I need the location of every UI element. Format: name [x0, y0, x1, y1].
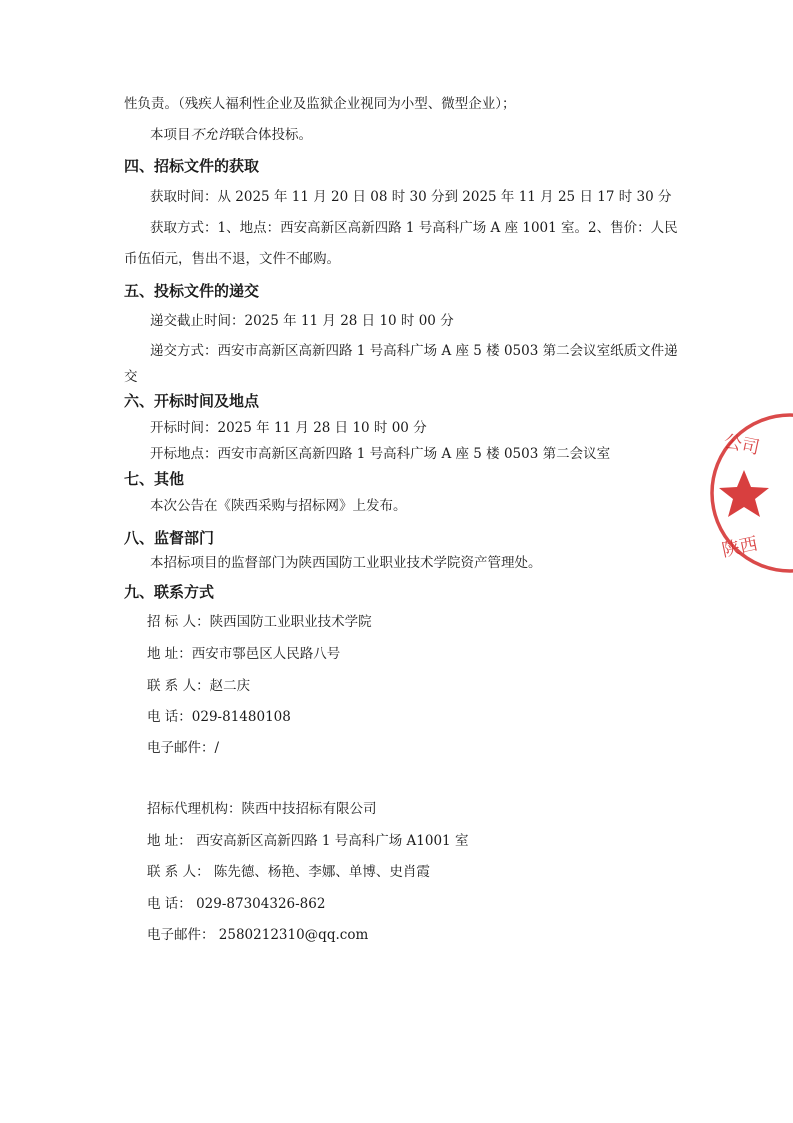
agency-name: 招标代理机构：陕西中技招标有限公司 [147, 801, 377, 817]
contact-email: 电子邮件：/ [147, 740, 220, 756]
contact-phone: 电 话：029-81480108 [147, 709, 291, 725]
submission-method: 递交方式：西安市高新区高新四路 1 号高科广场 A 座 5 楼 0503 第二会议室纸质文件递 [150, 343, 678, 359]
agency-address: 地 址： 西安高新区高新四路 1 号高科广场 A1001 室 [147, 833, 469, 849]
agency-email: 电子邮件： 2580212310@qq.com [147, 927, 369, 943]
paragraph-line: 性负责。（残疾人福利性企业及监狱企业视同为小型、微型企业）； [124, 96, 516, 112]
seal-text-top: 公司 [721, 430, 762, 459]
opening-place: 开标地点：西安市高新区高新四路 1 号高科广场 A 座 5 楼 0503 第二会议室 [150, 446, 611, 462]
submission-method-cont: 交 [124, 369, 138, 385]
supervision-text: 本招标项目的监督部门为陕西国防工业职业技术学院资产管理处。 [150, 555, 542, 571]
agency-phone: 电 话： 029-87304326-862 [147, 896, 326, 912]
consortium-suffix: 联合体投标。 [231, 127, 312, 143]
agency-contact: 联 系 人： 陈先德、杨艳、李娜、单博、史肖霞 [147, 864, 430, 880]
section-title: 四、招标文件的获取 [124, 157, 260, 175]
consortium-prefix: 本项目 [150, 127, 191, 143]
consortium-sentence [150, 125, 312, 145]
consortium-value: 不允许 [190, 127, 231, 143]
acquisition-method: 获取方式：1、地点：西安高新区高新四路 1 号高科广场 A 座 1001 室。2、售价：人民 [150, 220, 678, 236]
opening-time: 开标时间：2025 年 11 月 28 日 10 时 00 分 [150, 420, 427, 436]
company-seal-stamp [700, 408, 793, 578]
contact-tenderer: 招 标 人：陕西国防工业职业技术学院 [147, 614, 372, 630]
section-title: 六、开标时间及地点 [124, 392, 260, 410]
contact-person: 联 系 人：赵二庆 [147, 678, 251, 694]
submission-deadline: 递交截止时间：2025 年 11 月 28 日 10 时 00 分 [150, 313, 454, 329]
section-title: 九、联系方式 [124, 583, 215, 601]
acquisition-method-cont: 币伍佰元，售出不退，文件不邮购。 [124, 251, 340, 267]
acquisition-time: 获取时间：从 2025 年 11 月 20 日 08 时 30 分到 2025 年 11 月 25 日 17 时 30 分 [150, 189, 672, 205]
contact-address: 地 址：西安市鄠邑区人民路八号 [147, 646, 341, 662]
publication-note: 本次公告在《陕西采购与招标网》上发布。 [150, 498, 407, 514]
section-title: 七、其他 [124, 470, 185, 488]
seal-text-bottom: 陕西 [720, 533, 760, 562]
star-icon [719, 470, 769, 517]
section-title: 八、监督部门 [124, 529, 215, 547]
section-title: 五、投标文件的递交 [124, 282, 260, 300]
